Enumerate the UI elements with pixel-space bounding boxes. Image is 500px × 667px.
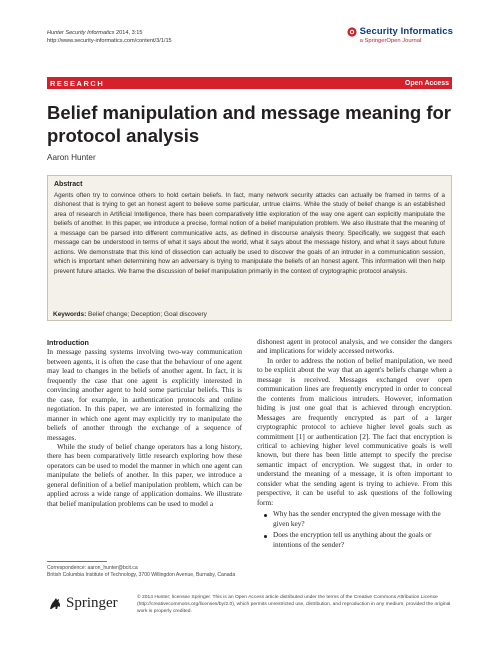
journal-meta: 2014, 3:15: [114, 30, 143, 36]
abstract-heading: Abstract: [54, 181, 83, 188]
journal-header: [47, 29, 172, 45]
brand-name: Security Informatics: [359, 26, 453, 37]
abstract-text: Agents often try to convince others to hold certain beliefs. In fact, many network security attacks can actually be framed in terms of a dishonest that is trying to get an honest agent to believe some particular, untrue claims. While the study of belief change is an established area of research in Artificial Intelligence, there has been comparatively little exploration of the way one agent can explicitly manipulate the beliefs of another. In this paper, we introduce a precise, formal notion of a belief manipulation problem. We also illustrate that the meaning of a message can be parsed into different communicative acts, as defined in discourse analysis theory. Specifically, we suggest that each message can be understood in terms of what it says about the world, what it says about the message history, and what it says about future actions. We demonstrate that this kind of dissection can actually be used to discover the goals of an intruder in a communication session, which is important when determining how an adversary is trying to manipulate the beliefs of an honest agent. This information will then help prevent future attacks. We frame the discussion of belief manipulation primarily in the context of cryptographic protocol analysis.: [54, 192, 445, 275]
affiliation-line: British Columbia Institute of Technology, 3700 Willingdon Avenue, Burnaby, Canada: [47, 572, 236, 578]
bullet-item: Why has the sender encrypted the given message with the given key?: [257, 510, 452, 529]
keywords-label: Keywords:: [53, 311, 87, 318]
journal-brand: [347, 26, 453, 44]
license-text: © 2014 Hunter; licensee Springer. This is an Open Access article distributed under the terms of the Creative Commons Attribution License (http://creativecommons.org/licenses/by/2.0), which permits unrestricted use, distribution, and reproduction in any medium, provided the original work is properly credited.: [137, 595, 451, 614]
journal-name: Hunter Security Informatics: [47, 30, 115, 36]
brand-subtitle: a SpringerOpen Journal: [359, 38, 422, 44]
publisher-name: Springer: [66, 595, 118, 611]
article-type-label: RESEARCH: [50, 78, 105, 88]
correspondence-line: Correspondence: aaron_hunter@bcit.ca: [47, 565, 138, 571]
bullet-item: Does the encryption tell us anything about the goals or intentions of the sender?: [257, 531, 452, 550]
journal-logo-icon: [347, 27, 357, 37]
footnote-divider: [47, 561, 107, 562]
paragraph: In message passing systems involving two-way communication between agents, it is often the case that the behaviour of one agent may lead to changes in the beliefs of another agent. In fact, it is frequently the case that one agent is explicitly interested in convincing another agent to hold some particular beliefs. This is the case, for example, in authentication protocols and online negotiation. In this paper, we are interested in formalizing the manner in which one agent may explicitly try to manipulate the beliefs of another through the exchange of a sequence of messages.: [47, 348, 242, 442]
keywords-list: Belief change; Deception; Goal discovery: [88, 311, 207, 318]
paragraph: In order to address the notion of belief manipulation, we need to be explicit about the way that an agent's beliefs change when a message is received. Messages exchanged over open communication lines are frequently encrypted in order to conceal the contents from malicious intruders. However, information hiding is just one goal that is achieved through encryption. Messages are frequently encrypted as part of a larger cryptographic protocol to achieve higher level goals such as commitment [1] or authentication [2]. The fact that encryption is critical to achieving higher level communicative goals is well known, but there has been little attempt to specify the precise semantic impact of encryption. We suggest that, in order to understand the meaning of a message, it is often important to consider what the sending agent is trying to achieve. From this perspective, it can be useful to ask questions of the following form:: [257, 356, 452, 507]
journal-citation: [47, 29, 172, 37]
open-access-label: Open Access: [404, 79, 449, 87]
body-right-column: [257, 338, 452, 550]
article-author: Aaron Hunter: [47, 153, 96, 162]
article-title: Belief manipulation and message meaning for protocol analysis: [47, 102, 452, 146]
publisher-logo: [47, 595, 118, 612]
keywords-line: [47, 311, 452, 318]
springer-horse-icon: [47, 596, 63, 612]
paragraph: While the study of belief change operators has a long history, there has been comparatively little research exploring how these operators can be used to model the manner in which one agent can manipulate the beliefs of another. In this paper, we introduce a general definition of a belief manipulation problem, which can be applied across a wide range of application domains. We illustrate that belief manipulation problems can be used to model a: [47, 442, 242, 508]
footnote: [47, 565, 242, 579]
abstract-box: [47, 175, 452, 321]
body-left-column: [47, 338, 242, 509]
paragraph: dishonest agent in protocol analysis, and we consider the dangers and implications for widely accessed networks.: [257, 338, 452, 356]
section-heading-introduction: Introduction: [47, 338, 89, 347]
article-type-bar: [47, 77, 452, 89]
article-url[interactable]: http://www.security-informatics.com/content/3/1/15: [47, 38, 172, 44]
